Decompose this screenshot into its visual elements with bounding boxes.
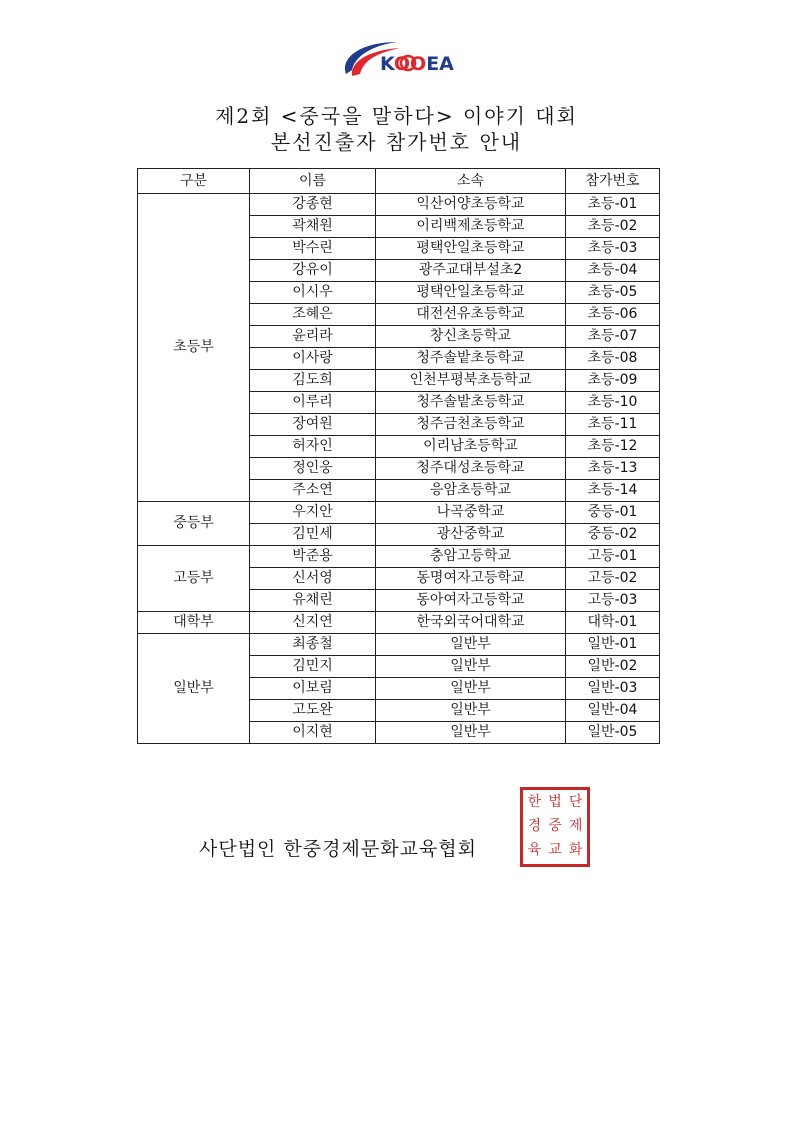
school-cell: 인천부평북초등학교 [376, 370, 566, 392]
name-cell: 조혜은 [250, 304, 376, 326]
number-cell: 초등-09 [566, 370, 660, 392]
division-cell: 일반부 [138, 634, 250, 744]
name-cell: 곽채원 [250, 216, 376, 238]
header-division: 구분 [138, 169, 250, 194]
header-number: 참가번호 [566, 169, 660, 194]
name-cell: 박수린 [250, 238, 376, 260]
name-cell: 이사랑 [250, 348, 376, 370]
name-cell: 윤리라 [250, 326, 376, 348]
seal-characters [524, 791, 586, 863]
number-cell: 초등-02 [566, 216, 660, 238]
number-cell: 초등-10 [566, 392, 660, 414]
seal-character: 경 [527, 818, 542, 834]
name-cell: 이보림 [250, 678, 376, 700]
seal-character: 교 [548, 842, 562, 858]
school-cell: 동아여자고등학교 [376, 590, 566, 612]
number-cell: 초등-12 [566, 436, 660, 458]
page-title: 제2회 <중국을 말하다> 이야기 대회 [215, 104, 578, 128]
page-subtitle: 본선진출자 참가번호 안내 [270, 130, 523, 154]
school-cell: 익산어양초등학교 [376, 194, 566, 216]
name-cell: 김민지 [250, 656, 376, 678]
number-cell: 중등-01 [566, 502, 660, 524]
school-cell: 동명여자고등학교 [376, 568, 566, 590]
number-cell: 일반-01 [566, 634, 660, 656]
name-cell: 이지현 [250, 722, 376, 744]
name-cell: 우지안 [250, 502, 376, 524]
school-cell: 충암고등학교 [376, 546, 566, 568]
school-cell: 청주솔밭초등학교 [376, 392, 566, 414]
table-body [138, 194, 660, 744]
name-cell: 김도희 [250, 370, 376, 392]
number-cell: 초등-11 [566, 414, 660, 436]
school-cell: 일반부 [376, 634, 566, 656]
school-cell: 청주솔밭초등학교 [376, 348, 566, 370]
division-cell: 중등부 [138, 502, 250, 546]
name-cell: 유채린 [250, 590, 376, 612]
seal-character: 중 [548, 818, 562, 834]
koeea-logo [338, 36, 458, 86]
seal-character: 화 [568, 842, 583, 858]
number-cell: 초등-06 [566, 304, 660, 326]
header-school: 소속 [376, 169, 566, 194]
organization-name: 사단법인 한중경제문화교육협회 [199, 838, 477, 860]
school-cell: 평택안일초등학교 [376, 238, 566, 260]
logo-text-ring: OO [393, 53, 427, 75]
name-cell: 신서영 [250, 568, 376, 590]
school-cell: 이리남초등학교 [376, 436, 566, 458]
name-cell: 박준용 [250, 546, 376, 568]
school-cell: 나곡중학교 [376, 502, 566, 524]
table-row [138, 194, 660, 216]
seal-character: 법 [548, 794, 562, 810]
school-cell: 일반부 [376, 722, 566, 744]
number-cell: 일반-05 [566, 722, 660, 744]
school-cell: 광주교대부설초2 [376, 260, 566, 282]
school-cell: 창신초등학교 [376, 326, 566, 348]
seal-character: 육 [527, 842, 542, 858]
number-cell: 고등-01 [566, 546, 660, 568]
name-cell: 이루리 [250, 392, 376, 414]
number-cell: 일반-02 [566, 656, 660, 678]
table-row [138, 612, 660, 634]
division-cell: 초등부 [138, 194, 250, 502]
school-cell: 일반부 [376, 700, 566, 722]
logo-text-rest: EA [426, 53, 454, 75]
number-cell: 고등-02 [566, 568, 660, 590]
number-cell: 초등-08 [566, 348, 660, 370]
name-cell: 신지연 [250, 612, 376, 634]
division-cell: 고등부 [138, 546, 250, 612]
name-cell: 정인웅 [250, 458, 376, 480]
name-cell: 고도완 [250, 700, 376, 722]
number-cell: 초등-04 [566, 260, 660, 282]
table-row [138, 634, 660, 656]
logo-wordmark [380, 53, 454, 75]
participant-table [137, 168, 660, 744]
school-cell: 광산중학교 [376, 524, 566, 546]
table-row [138, 546, 660, 568]
name-cell: 김민세 [250, 524, 376, 546]
number-cell: 초등-01 [566, 194, 660, 216]
official-seal [520, 787, 590, 867]
number-cell: 일반-03 [566, 678, 660, 700]
logo-text-k: K [380, 53, 394, 75]
name-cell: 강유이 [250, 260, 376, 282]
name-cell: 장여원 [250, 414, 376, 436]
school-cell: 대전선유초등학교 [376, 304, 566, 326]
school-cell: 일반부 [376, 656, 566, 678]
number-cell: 초등-14 [566, 480, 660, 502]
number-cell: 초등-07 [566, 326, 660, 348]
number-cell: 대학-01 [566, 612, 660, 634]
header-name: 이름 [250, 169, 376, 194]
name-cell: 주소연 [250, 480, 376, 502]
number-cell: 초등-03 [566, 238, 660, 260]
school-cell: 평택안일초등학교 [376, 282, 566, 304]
school-cell: 청주금천초등학교 [376, 414, 566, 436]
number-cell: 일반-04 [566, 700, 660, 722]
name-cell: 최종철 [250, 634, 376, 656]
number-cell: 초등-05 [566, 282, 660, 304]
name-cell: 강종현 [250, 194, 376, 216]
school-cell: 응암초등학교 [376, 480, 566, 502]
seal-character: 제 [568, 818, 583, 834]
number-cell: 고등-03 [566, 590, 660, 612]
name-cell: 허자인 [250, 436, 376, 458]
number-cell: 중등-02 [566, 524, 660, 546]
name-cell: 이시우 [250, 282, 376, 304]
number-cell: 초등-13 [566, 458, 660, 480]
table-row [138, 502, 660, 524]
seal-character: 한 [527, 794, 542, 810]
school-cell: 일반부 [376, 678, 566, 700]
division-cell: 대학부 [138, 612, 250, 634]
school-cell: 한국외국어대학교 [376, 612, 566, 634]
seal-character: 단 [568, 794, 583, 810]
school-cell: 청주대성초등학교 [376, 458, 566, 480]
table-header-row [138, 169, 660, 194]
school-cell: 이리백제초등학교 [376, 216, 566, 238]
